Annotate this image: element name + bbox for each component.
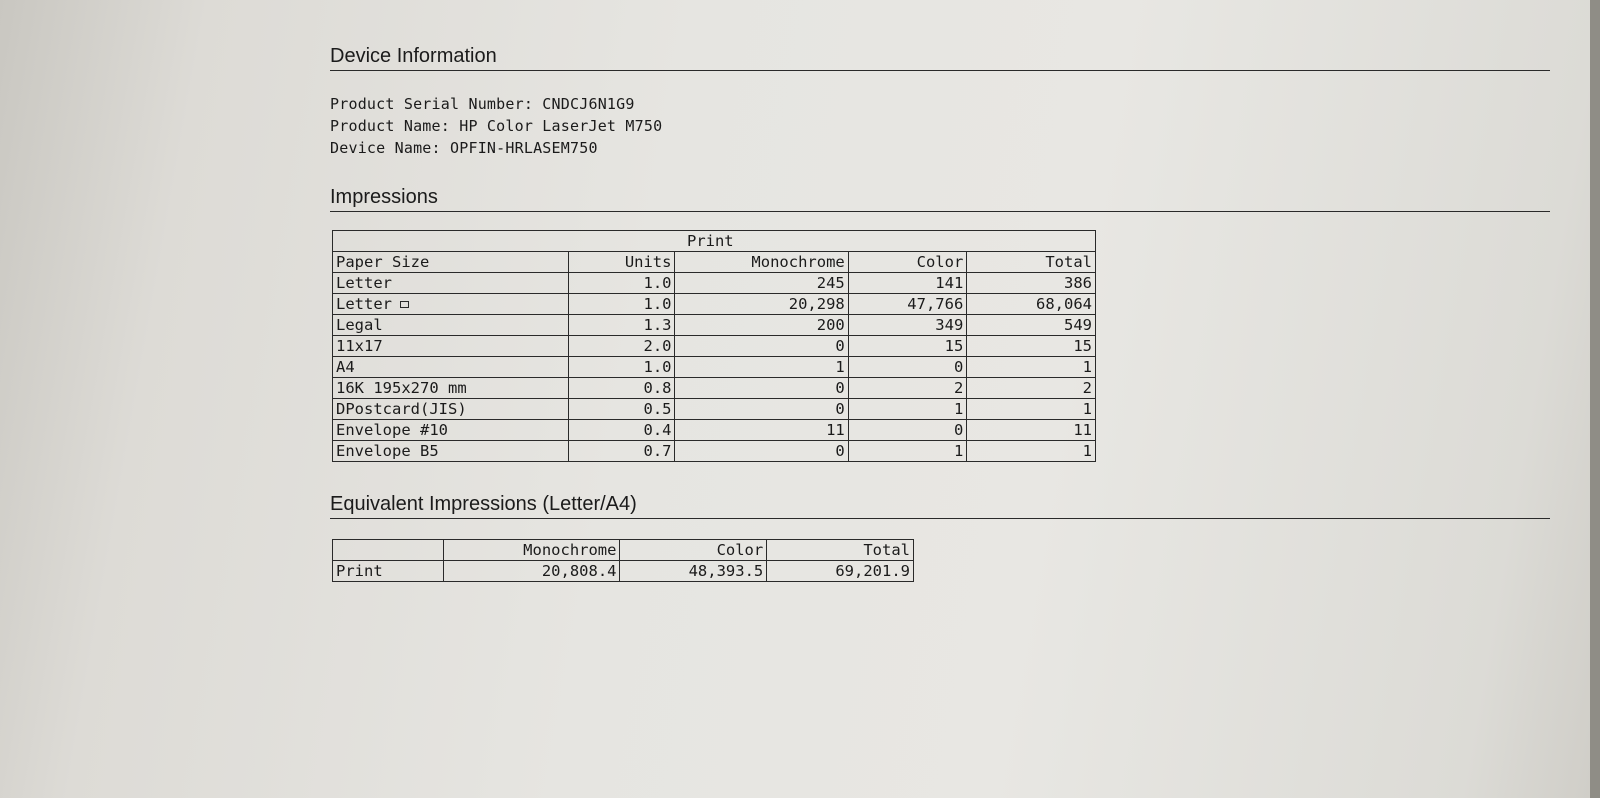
- col-total: Total: [967, 252, 1096, 273]
- total-cell: 11: [967, 420, 1096, 441]
- units-cell: 1.0: [569, 357, 675, 378]
- total-cell: 15: [967, 336, 1096, 357]
- monochrome-cell: 200: [675, 315, 848, 336]
- empty-header-cell: [333, 231, 675, 252]
- table-row: [333, 378, 1096, 399]
- color-cell: 349: [848, 315, 967, 336]
- units-cell: 1.0: [569, 273, 675, 294]
- col-monochrome: Monochrome: [675, 252, 848, 273]
- rotated-page-icon: [400, 301, 409, 308]
- impressions-group-header-row: [333, 231, 1096, 252]
- monochrome-cell: 11: [675, 420, 848, 441]
- serial-number-line: Product Serial Number: CNDCJ6N1G9: [330, 95, 635, 113]
- table-row: [333, 357, 1096, 378]
- units-cell: 0.7: [569, 441, 675, 462]
- impressions-table: [332, 230, 1096, 462]
- device-name-line: Device Name: OPFIN-HRLASEM750: [330, 139, 598, 157]
- units-cell: 0.4: [569, 420, 675, 441]
- device-information-heading: Device Information: [330, 44, 1550, 71]
- color-cell: 0: [848, 357, 967, 378]
- total-cell: 1: [967, 399, 1096, 420]
- units-cell: 0.8: [569, 378, 675, 399]
- impressions-heading: Impressions: [330, 185, 1550, 212]
- units-cell: 0.5: [569, 399, 675, 420]
- total-cell: 1: [967, 357, 1096, 378]
- monochrome-cell: 0: [675, 399, 848, 420]
- monochrome-cell: 1: [675, 357, 848, 378]
- paper-edge: [1590, 0, 1600, 798]
- col-units: Units: [569, 252, 675, 273]
- table-row: [333, 399, 1096, 420]
- print-group-header: Print: [675, 231, 1096, 252]
- table-row: [333, 273, 1096, 294]
- paper-size-cell: [333, 294, 569, 315]
- empty-header-cell: [333, 540, 444, 561]
- product-name-line: Product Name: HP Color LaserJet M750: [330, 117, 663, 135]
- units-cell: 2.0: [569, 336, 675, 357]
- table-row: [333, 294, 1096, 315]
- report-sheet: [330, 44, 1550, 582]
- col-color: Color: [848, 252, 967, 273]
- monochrome-cell: 0: [675, 441, 848, 462]
- total-cell: 68,064: [967, 294, 1096, 315]
- col-color: Color: [620, 540, 767, 561]
- color-cell: 141: [848, 273, 967, 294]
- total-cell: 386: [967, 273, 1096, 294]
- equivalent-impressions-table: [332, 539, 914, 582]
- total-cell: 549: [967, 315, 1096, 336]
- color-cell: 2: [848, 378, 967, 399]
- color-cell: 15: [848, 336, 967, 357]
- paper-size-cell: Envelope B5: [333, 441, 569, 462]
- paper-size-cell: Legal: [333, 315, 569, 336]
- col-paper-size: Paper Size: [333, 252, 569, 273]
- units-cell: 1.0: [569, 294, 675, 315]
- color-cell: 0: [848, 420, 967, 441]
- color-cell: 47,766: [848, 294, 967, 315]
- total-cell: 69,201.9: [767, 561, 914, 582]
- impressions-column-header-row: [333, 252, 1096, 273]
- device-info-block: [330, 93, 1550, 159]
- col-monochrome: Monochrome: [443, 540, 620, 561]
- equivalent-impressions-heading: Equivalent Impressions (Letter/A4): [330, 492, 1550, 519]
- col-total: Total: [767, 540, 914, 561]
- paper-size-cell: 11x17: [333, 336, 569, 357]
- equivalent-header-row: [333, 540, 914, 561]
- table-row: [333, 336, 1096, 357]
- paper-size-cell: DPostcard(JIS): [333, 399, 569, 420]
- color-cell: 1: [848, 441, 967, 462]
- monochrome-cell: 0: [675, 336, 848, 357]
- monochrome-cell: 245: [675, 273, 848, 294]
- units-cell: 1.3: [569, 315, 675, 336]
- monochrome-cell: 0: [675, 378, 848, 399]
- total-cell: 1: [967, 441, 1096, 462]
- table-row: [333, 441, 1096, 462]
- paper-size-cell: Letter: [333, 273, 569, 294]
- table-row: [333, 315, 1096, 336]
- total-cell: 2: [967, 378, 1096, 399]
- paper-size-cell: A4: [333, 357, 569, 378]
- monochrome-cell: 20,298: [675, 294, 848, 315]
- row-label-print: Print: [333, 561, 444, 582]
- color-cell: 1: [848, 399, 967, 420]
- paper-size-cell: Envelope #10: [333, 420, 569, 441]
- table-row: [333, 561, 914, 582]
- paper-size-cell: 16K 195x270 mm: [333, 378, 569, 399]
- monochrome-cell: 20,808.4: [443, 561, 620, 582]
- color-cell: 48,393.5: [620, 561, 767, 582]
- table-row: [333, 420, 1096, 441]
- paper-size-label: Letter: [336, 295, 392, 313]
